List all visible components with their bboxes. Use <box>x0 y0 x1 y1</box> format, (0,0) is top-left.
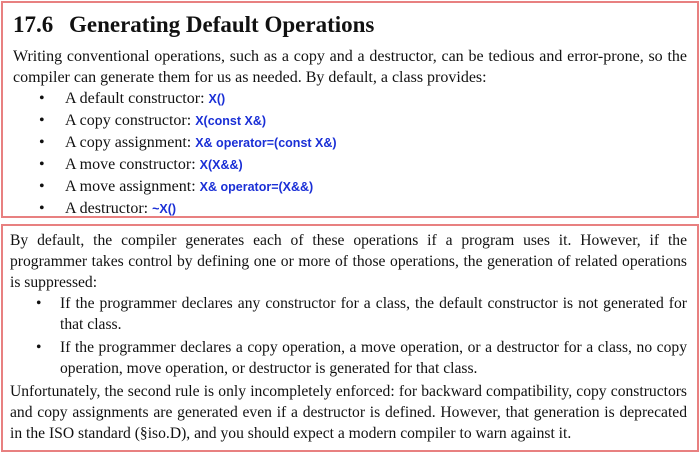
bullet-icon: • <box>39 112 45 129</box>
bullet-icon: • <box>36 339 42 356</box>
item-label: A default constructor: <box>65 90 205 107</box>
default-operations-list <box>13 88 687 220</box>
section-heading <box>13 11 687 39</box>
list-item <box>13 176 687 198</box>
item-code: X() <box>208 92 226 106</box>
list-item <box>13 154 687 176</box>
item-code: ~X() <box>152 202 177 216</box>
item-label: A destructor: <box>65 200 149 217</box>
bullet-icon: • <box>36 295 42 312</box>
item-code: X& operator=(X&&) <box>199 180 314 194</box>
item-label: A copy constructor: <box>65 112 192 129</box>
bullet-icon: • <box>39 200 45 217</box>
list-item <box>13 198 687 220</box>
rule-text: If the programmer declares any constructor for a class, the default constructor is not generated for that class. <box>60 295 687 333</box>
item-label: A move assignment: <box>65 178 196 195</box>
item-code: X& operator=(const X&) <box>195 136 337 150</box>
section-number: 17.6 <box>13 12 54 37</box>
item-code: X(const X&) <box>195 114 267 128</box>
explanation-panel <box>1 224 699 452</box>
item-label: A move constructor: <box>65 156 196 173</box>
list-item <box>13 88 687 110</box>
item-code: X(X&&) <box>199 158 243 172</box>
rules-list <box>10 293 687 379</box>
bullet-icon: • <box>39 156 45 173</box>
list-item <box>10 293 687 335</box>
list-item <box>10 337 687 379</box>
bullet-icon: • <box>39 178 45 195</box>
rule-text: If the programmer declares a copy operation, a move operation, or a destructor for a class, no copy operation, move operation, or destructor is generated for that class. <box>60 339 687 377</box>
bullet-icon: • <box>39 90 45 107</box>
item-label: A copy assignment: <box>65 134 192 151</box>
section-title: Generating Default Operations <box>69 12 375 37</box>
list-item <box>13 132 687 154</box>
bullet-icon: • <box>39 134 45 151</box>
deprecation-paragraph: Unfortunately, the second rule is only incompletely enforced: for backward compatibility, copy constructors and copy assignments are generated even if a destructor is defined. However, that generation is deprecated in the ISO standard (§iso.D), and you should expect a modern compiler to warn against it. <box>10 383 687 442</box>
section-panel <box>1 1 699 218</box>
intro-paragraph: Writing conventional operations, such as a copy and a destructor, can be tedious and error-prone, so the compiler can generate them for us as needed. By default, a class provides: <box>13 48 687 86</box>
generation-paragraph: By default, the compiler generates each of these operations if a program uses it. However, if the programmer takes control by defining one or more of those operations, the generation of related operations is suppressed: <box>10 232 687 291</box>
list-item <box>13 110 687 132</box>
